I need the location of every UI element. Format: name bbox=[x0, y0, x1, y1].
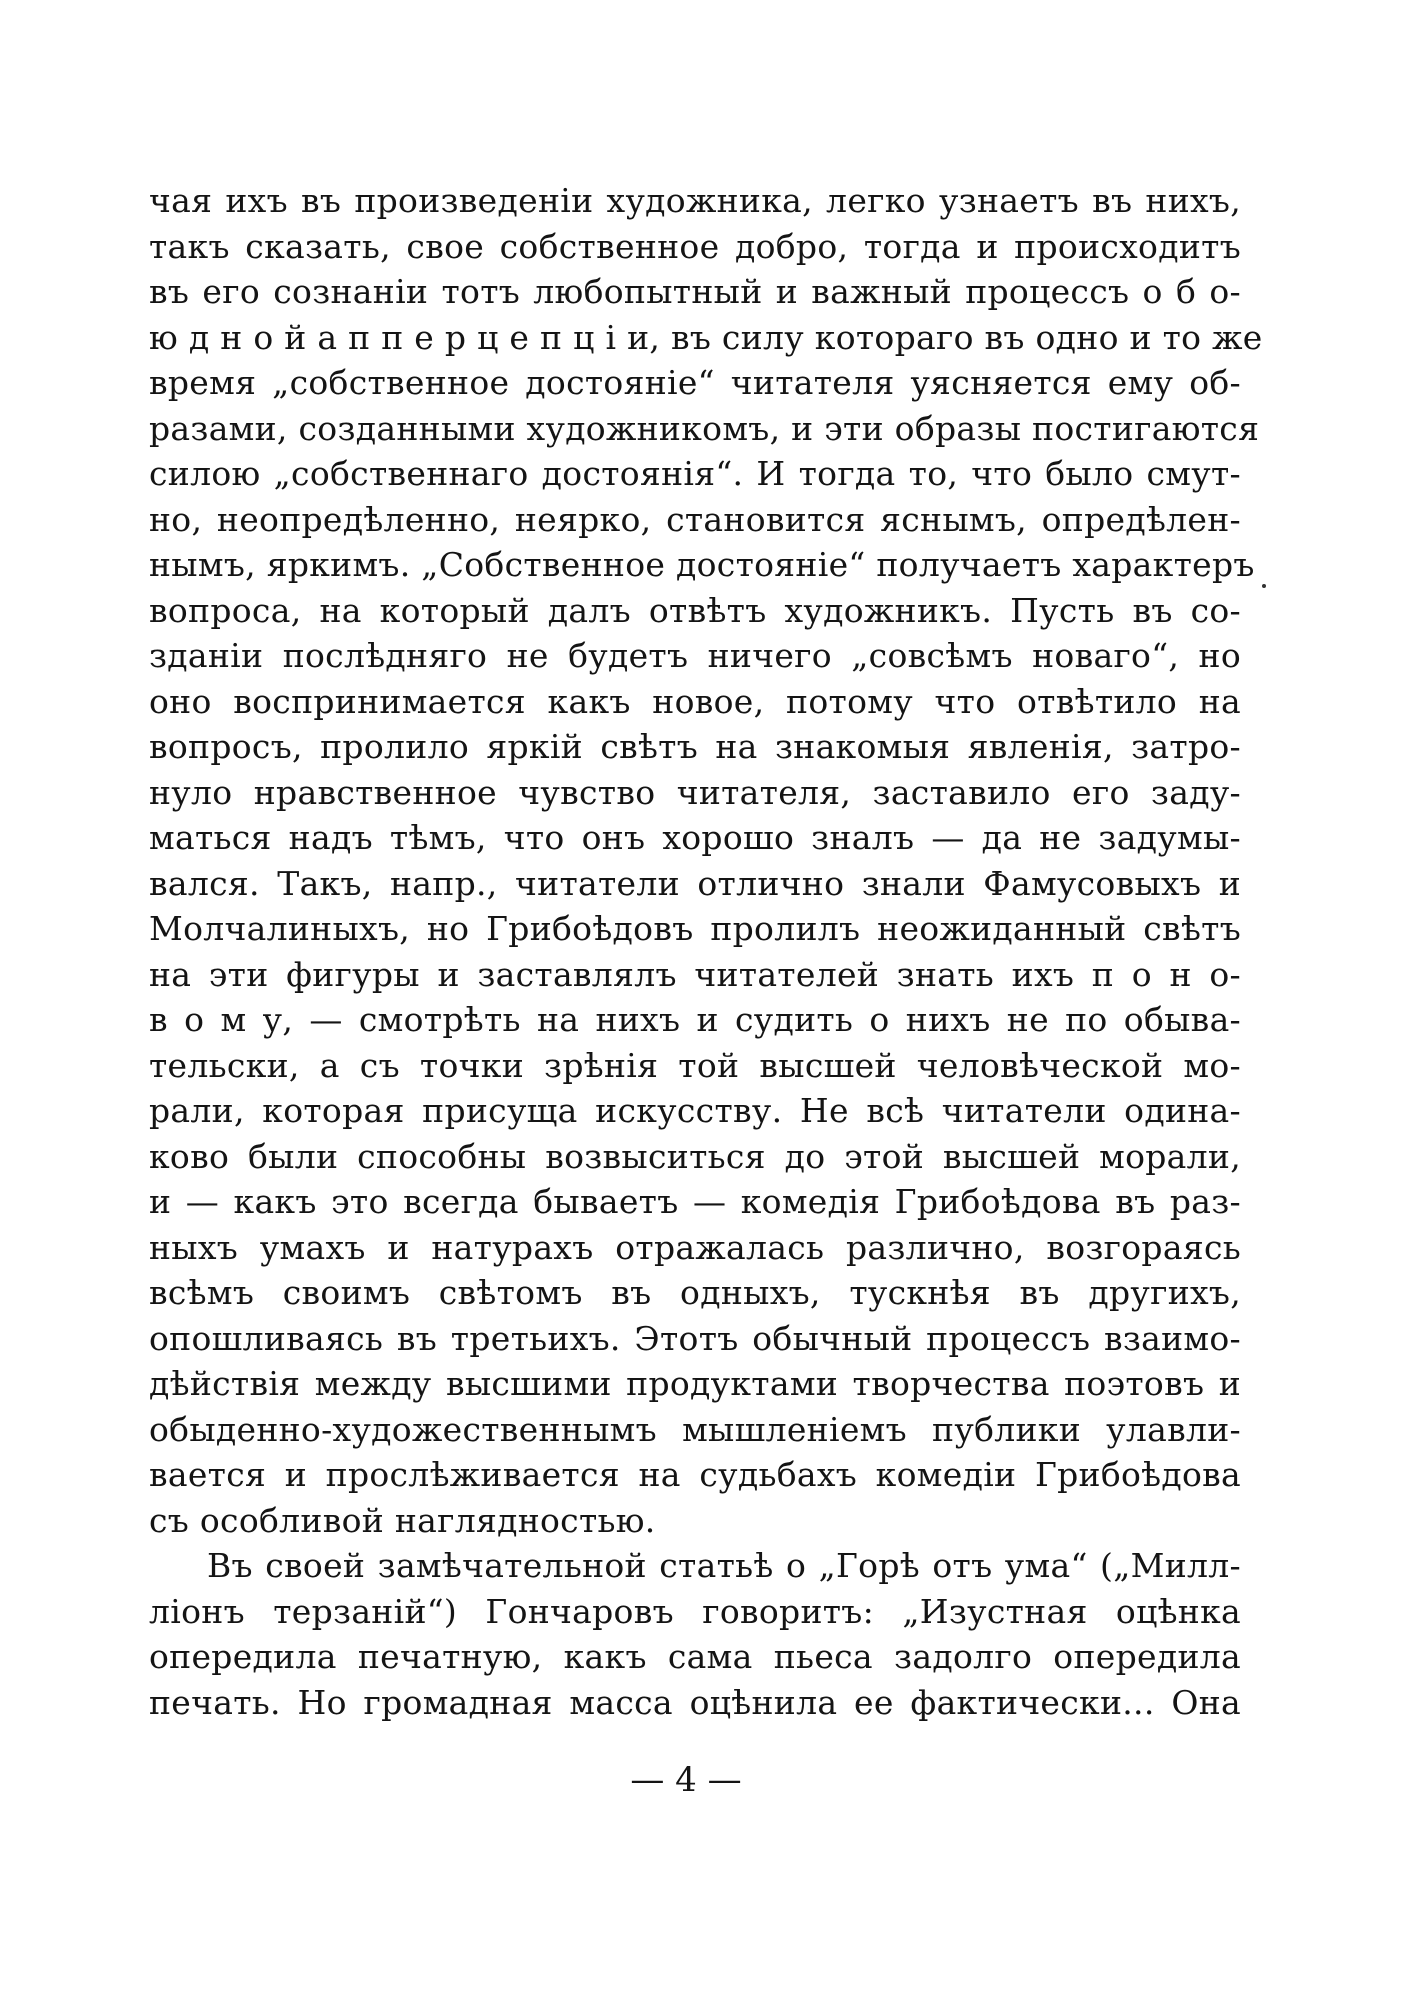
print-speck bbox=[1262, 584, 1266, 588]
text-line: съ особливой наглядностью. bbox=[149, 1500, 656, 1540]
text-line: время „собственное достояніе“ читателя уясняется ему об- bbox=[149, 363, 1241, 402]
text-line: разами, созданными художникомъ, и эти образы постигаются bbox=[149, 408, 1260, 448]
text-line: Въ своей замѣчательной статьѣ о „Горѣ отъ ума“ („Милл- bbox=[207, 1546, 1241, 1585]
text-line: печать. Но громадная масса оцѣнила ее фактически... Она bbox=[149, 1682, 1241, 1722]
text-line: ю д н о й а п п е р ц е п ц і и, въ силу котораго въ одно и то же bbox=[149, 317, 1263, 357]
text-line: на эти фигуры и заставлялъ читателей знать ихъ п о н о- bbox=[149, 954, 1241, 994]
text-line: в о м у, — смотрѣть на нихъ и судить о нихъ не по обыва- bbox=[149, 1000, 1241, 1039]
text-line: зданіи послѣдняго не будетъ ничего „совсѣмъ новаго“, но bbox=[149, 636, 1241, 675]
text-line: рали, которая присуща искусству. Не всѣ читатели одина- bbox=[149, 1091, 1241, 1130]
body-text bbox=[149, 178, 1263, 1725]
paragraph-1 bbox=[149, 178, 1263, 1543]
text-line: тельски, а съ точки зрѣнія той высшей человѣческой мо- bbox=[149, 1045, 1241, 1085]
text-line: ныхъ умахъ и натурахъ отражалась различно, возгораясь bbox=[149, 1227, 1241, 1267]
page-number: — 4 — bbox=[630, 1760, 742, 1800]
text-line: маться надъ тѣмъ, что онъ хорошо зналъ — да не задумы- bbox=[149, 818, 1241, 857]
text-line: всѣмъ своимъ свѣтомъ въ одныхъ, тускнѣя въ другихъ, bbox=[149, 1273, 1241, 1312]
text-line: вопросъ, пролило яркій свѣтъ на знакомыя явленія, затро- bbox=[149, 727, 1241, 766]
text-line: Молчалиныхъ, но Грибоѣдовъ пролилъ неожиданный свѣтъ bbox=[149, 909, 1241, 948]
text-line: силою „собственнаго достоянія“. И тогда то, что было смут- bbox=[149, 454, 1241, 493]
text-line: нуло нравственное чувство читателя, заставило его заду- bbox=[149, 772, 1241, 812]
text-line: ліонъ терзаній“) Гончаровъ говоритъ: „Изустная оцѣнка bbox=[149, 1591, 1241, 1631]
text-line: ково были способны возвыситься до этой высшей морали, bbox=[149, 1136, 1241, 1176]
text-line: но, неопредѣленно, неярко, становится яснымъ, опредѣлен- bbox=[149, 499, 1241, 539]
text-line: вопроса, на который далъ отвѣтъ художникъ. Пусть въ со- bbox=[149, 590, 1241, 630]
text-line: вался. Такъ, напр., читатели отлично знали Фамусовыхъ и bbox=[149, 863, 1241, 903]
text-line: обыденно-художественнымъ мышленіемъ публики улавли- bbox=[149, 1409, 1241, 1449]
text-line: чая ихъ въ произведеніи художника, легко узнаетъ въ нихъ, bbox=[149, 181, 1241, 220]
text-line: опередила печатную, какъ сама пьеса задолго опередила bbox=[149, 1637, 1241, 1676]
text-line: опошливаясь въ третьихъ. Этотъ обычный процессъ взаимо- bbox=[149, 1318, 1241, 1358]
text-line: такъ сказать, свое собственное добро, тогда и происходитъ bbox=[149, 226, 1241, 266]
text-line: нымъ, яркимъ. „Собственное достояніе“ получаетъ характеръ bbox=[149, 545, 1255, 584]
text-line: вается и прослѣживается на судьбахъ комедіи Грибоѣдова bbox=[149, 1455, 1241, 1494]
text-line: и — какъ это всегда бываетъ — комедія Грибоѣдова въ раз- bbox=[149, 1182, 1241, 1221]
text-line: дѣйствія между высшими продуктами творчества поэтовъ и bbox=[149, 1364, 1241, 1403]
paragraph-2 bbox=[149, 1543, 1241, 1725]
text-line: оно воспринимается какъ новое, потому что отвѣтило на bbox=[149, 681, 1241, 721]
text-line: въ его сознаніи тотъ любопытный и важный процессъ о б о- bbox=[149, 272, 1241, 311]
